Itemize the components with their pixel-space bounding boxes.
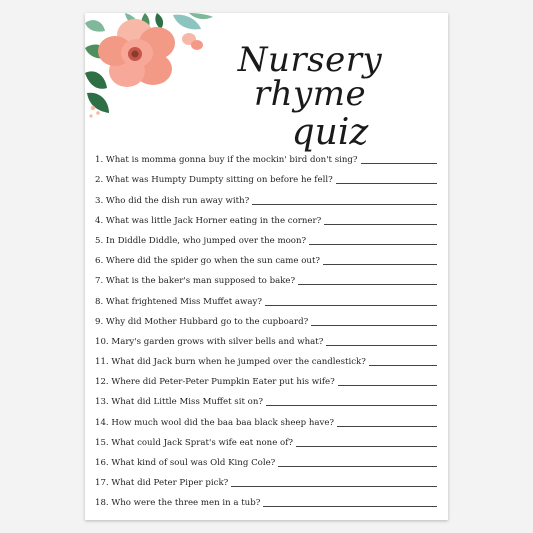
question-row [95, 448, 437, 468]
question-row [95, 165, 437, 185]
quiz-card [85, 13, 448, 520]
question-row [95, 286, 437, 306]
leaf-shape [85, 20, 105, 31]
answer-line[interactable] [278, 457, 437, 467]
answer-line[interactable] [252, 195, 437, 205]
question-row [95, 468, 437, 488]
berry-shape [89, 114, 92, 117]
leaf-shape [189, 13, 213, 19]
question-row [95, 387, 437, 407]
question-text: 7. What is the baker's man supposed to bake? [95, 276, 296, 287]
answer-line[interactable] [265, 296, 437, 306]
answer-line[interactable] [326, 336, 437, 346]
question-text: 3. Who did the dish run away with? [95, 195, 250, 206]
answer-line[interactable] [361, 154, 437, 164]
question-row [95, 367, 437, 387]
leaf-shape [87, 93, 109, 113]
question-row [95, 266, 437, 286]
answer-line[interactable] [311, 316, 437, 326]
question-row [95, 145, 437, 165]
answer-line[interactable] [369, 356, 437, 366]
berry-shape [91, 106, 95, 110]
question-text: 6. Where did the spider go when the sun came out? [95, 256, 321, 267]
question-text: 17. What did Peter Piper pick? [95, 478, 229, 489]
question-text: 1. What is momma gonna buy if the mockin' bird don't sing? [95, 155, 358, 166]
question-text: 13. What did Little Miss Muffet sit on? [95, 397, 263, 408]
question-row [95, 185, 437, 205]
answer-line[interactable] [324, 215, 437, 225]
answer-line[interactable] [323, 255, 437, 265]
answer-line[interactable] [309, 235, 437, 245]
answer-line[interactable] [231, 477, 437, 487]
question-text: 2. What was Humpty Dumpty sitting on before he fell? [95, 175, 333, 186]
question-text: 5. In Diddle Diddle, who jumped over the moon? [95, 235, 307, 246]
question-text: 15. What could Jack Sprat's wife eat none of? [95, 437, 293, 448]
question-row [95, 226, 437, 246]
answer-line[interactable] [296, 437, 437, 447]
question-text: 18. Who were the three men in a tub? [95, 498, 261, 509]
leaf-shape [85, 71, 107, 88]
title-line-1: Nursery rhyme [237, 40, 383, 114]
berry-shape [96, 111, 100, 115]
answer-line[interactable] [298, 275, 437, 285]
answer-line[interactable] [338, 376, 437, 386]
answer-line[interactable] [336, 174, 437, 184]
title-line-2: quiz [291, 112, 369, 153]
question-text: 12. Where did Peter-Peter Pumpkin Eater put his wife? [95, 377, 335, 388]
leaf-shape [155, 13, 163, 29]
question-row [95, 246, 437, 266]
flower-center [132, 51, 139, 58]
question-text: 14. How much wool did the baa baa black sheep have? [95, 417, 335, 428]
answer-line[interactable] [263, 497, 437, 507]
answer-line[interactable] [266, 396, 437, 406]
question-text: 10. Mary's garden grows with silver bells and what? [95, 336, 324, 347]
answer-line[interactable] [337, 417, 437, 427]
question-row [95, 206, 437, 226]
question-row [95, 428, 437, 448]
question-text: 9. Why did Mother Hubbard go to the cupboard? [95, 316, 309, 327]
question-text: 4. What was little Jack Horner eating in the corner? [95, 215, 322, 226]
page-title [180, 40, 440, 153]
question-row [95, 347, 437, 367]
question-row [95, 327, 437, 347]
question-text: 11. What did Jack burn when he jumped over the candlestick? [95, 357, 366, 368]
question-text: 8. What frightened Miss Muffet away? [95, 296, 262, 307]
question-list [95, 145, 437, 508]
question-text: 16. What kind of soul was Old King Cole? [95, 458, 276, 468]
question-row [95, 307, 437, 327]
question-row [95, 488, 437, 508]
question-row [95, 407, 437, 427]
